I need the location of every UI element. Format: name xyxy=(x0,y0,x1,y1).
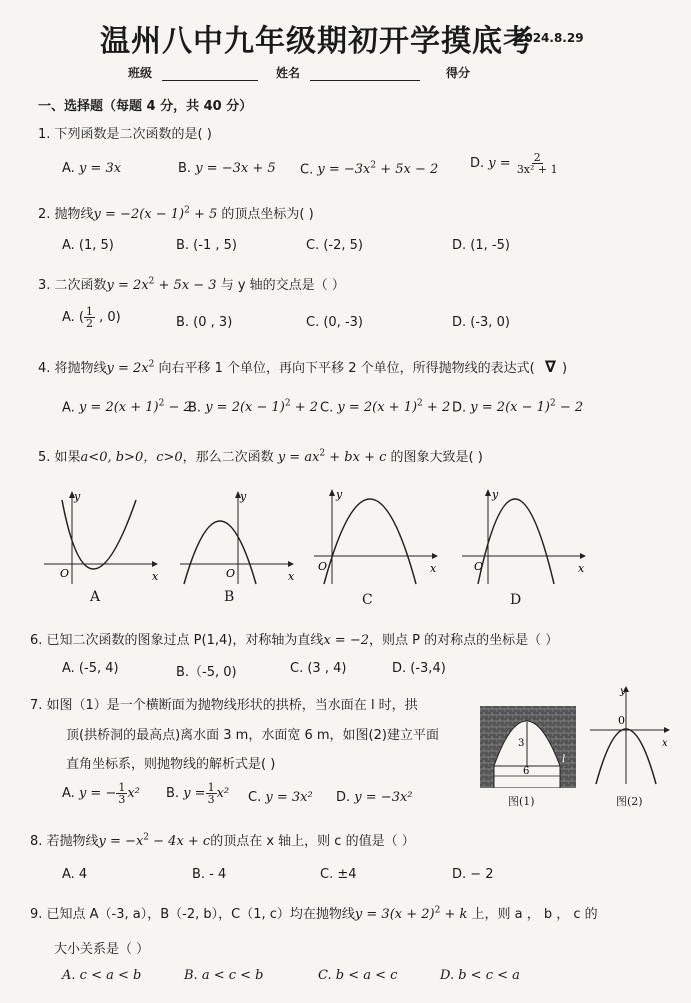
class-label: 班级 xyxy=(128,66,153,80)
q7-figure-1 xyxy=(480,706,576,788)
q8-option-d[interactable]: D. − 2 xyxy=(452,867,494,882)
q1-option-c[interactable]: C. $y = -3x^2 + 5x - 2$ xyxy=(300,161,439,178)
q5-graph-d-label: D xyxy=(510,592,522,608)
exam-title: 温州八中九年级期初开学摸底考 xyxy=(100,24,534,59)
svg-text:6: 6 xyxy=(523,766,530,777)
q5-graph-c-label: C xyxy=(362,592,373,608)
q6-option-d[interactable]: D. (-3,4) xyxy=(392,661,446,676)
q9-stem: 9. 已知点 A（-3, a），B（-2, b），C（1, c）均在抛物线$y = 3(x + 2)^2 + k$ 上，则 a ， b ， c 的 xyxy=(30,905,598,922)
svg-text:0: 0 xyxy=(618,714,625,727)
q7-figure-2 xyxy=(588,684,672,788)
name-blank[interactable] xyxy=(310,68,420,81)
parabola xyxy=(324,499,416,584)
q1-option-b[interactable]: B. y = −3x + 5 xyxy=(178,161,276,176)
q5-graph-d[interactable] xyxy=(458,484,588,588)
q4-option-b[interactable]: B. $y = 2(x - 1)^2 + 2$ xyxy=(188,399,319,416)
q5-graph-c[interactable] xyxy=(310,484,440,588)
q6-stem: 6. 已知二次函数的图象过点 P(1,4)，对称轴为直线x = −2，则点 P 的对称点的坐标是（ ） xyxy=(30,633,559,648)
q4-option-a[interactable]: A. $y = 2(x + 1)^2 - 2$ xyxy=(62,399,192,416)
parabola xyxy=(62,500,136,569)
svg-text:O: O xyxy=(474,560,484,573)
origin-label: O xyxy=(60,567,70,580)
q3-option-b[interactable]: B. (0 , 3) xyxy=(176,315,233,330)
q6-option-a[interactable]: A. (-5, 4) xyxy=(62,661,119,676)
q2-option-d[interactable]: D. (1, -5) xyxy=(452,238,510,253)
svg-text:l: l xyxy=(562,754,566,765)
svg-text:x: x xyxy=(662,738,668,749)
svg-text:3: 3 xyxy=(518,738,525,749)
q1-option-d[interactable]: D. y = $\frac{2}{\text{3x² + 1}}$ xyxy=(470,151,558,176)
name-field xyxy=(276,64,420,81)
q8-option-c[interactable]: C. ±4 xyxy=(320,867,357,882)
q4-option-d[interactable]: D. $y = 2(x - 1)^2 - 2$ xyxy=(452,399,584,416)
q2-stem: 2. 抛物线$y = -2(x - 1)^2 + 5$ 的顶点坐标为( ) xyxy=(38,205,314,222)
score-field xyxy=(446,64,470,81)
svg-text:x: x xyxy=(288,570,295,583)
q7-figure-2-label: 图(2) xyxy=(616,795,643,808)
q8-stem: 8. 若抛物线$y = -x^2 - 4x + c$的顶点在 x 轴上，则 c 的值是（ ） xyxy=(30,832,415,849)
parabola xyxy=(478,499,554,584)
q7-line1: 7. 如图（1）是一个横断面为抛物线形状的拱桥，当水面在 l 时，拱 xyxy=(30,698,418,713)
q7-option-a[interactable]: A. y = − $\frac{1}{3}$ x² xyxy=(62,781,140,806)
q7-line3: 直角坐标系，则抛物线的解析式是( ) xyxy=(66,757,276,772)
parabola xyxy=(184,521,256,584)
q3-option-c[interactable]: C. (0, -3) xyxy=(306,315,363,330)
q5-graph-b-label: B xyxy=(224,589,235,605)
q5-graph-a-label: A xyxy=(90,589,101,605)
q2-option-a[interactable]: A. (1, 5) xyxy=(62,238,114,253)
score-label: 得分 xyxy=(446,66,471,80)
svg-text:O: O xyxy=(226,567,236,580)
q3-stem: 3. 二次函数$y = 2x^2 + 5x - 3$ 与 y 轴的交点是（ ） xyxy=(38,276,345,293)
q9-option-a[interactable]: A. c < a < b xyxy=(62,968,142,983)
q7-figure-1-label: 图(1) xyxy=(508,795,535,808)
name-label: 姓名 xyxy=(276,66,301,80)
q6-option-b[interactable]: B.（-5, 0) xyxy=(176,665,237,680)
handwritten-mark: ∇ xyxy=(544,357,556,376)
q9-option-c[interactable]: C. b < a < c xyxy=(318,968,398,983)
q7-option-b[interactable]: B. y = $\frac{1}{3}$ x² xyxy=(166,781,230,806)
q2-option-c[interactable]: C. (-2, 5) xyxy=(306,238,363,253)
svg-text:y: y xyxy=(240,490,247,503)
q1-option-a[interactable]: A. y = 3x xyxy=(62,161,122,176)
svg-text:O: O xyxy=(318,560,328,573)
q3-option-a[interactable]: A. ( $\frac{1}{2}$ , 0) xyxy=(62,305,121,330)
exam-date: 2024.8.29 xyxy=(516,31,584,45)
svg-text:x: x xyxy=(430,562,437,575)
q7-option-c[interactable]: C. y = 3x² xyxy=(248,790,313,805)
class-field xyxy=(128,64,258,81)
q6-option-c[interactable]: C. (3 , 4) xyxy=(290,661,347,676)
x-label: x xyxy=(152,570,159,583)
y-label: y xyxy=(74,490,81,503)
svg-text:y: y xyxy=(336,488,343,501)
q8-option-a[interactable]: A. 4 xyxy=(62,867,88,882)
q5-stem: 5. 如果a<0, b>0，c>0，那么二次函数 $y = ax^2$ + bx + c 的图象大致是( ) xyxy=(38,448,483,465)
svg-text:x: x xyxy=(578,562,585,575)
svg-text:y: y xyxy=(492,488,499,501)
q9-line2: 大小关系是（ ） xyxy=(54,942,150,957)
q2-option-b[interactable]: B. (-1 , 5) xyxy=(176,238,237,253)
class-blank[interactable] xyxy=(162,68,258,81)
section-title: 一、选择题（每题 4 分，共 40 分） xyxy=(38,99,253,114)
q8-option-b[interactable]: B. - 4 xyxy=(192,867,227,882)
svg-text:y: y xyxy=(620,686,626,697)
q7-option-d[interactable]: D. y = −3x² xyxy=(336,790,413,805)
q5-graph-b[interactable] xyxy=(176,488,296,588)
q9-option-d[interactable]: D. b < c < a xyxy=(440,968,520,983)
q5-graph-a[interactable] xyxy=(40,488,160,588)
q3-option-d[interactable]: D. (-3, 0) xyxy=(452,315,510,330)
q7-line2: 顶(拱桥洞的最高点)离水面 3 m，水面宽 6 m，如图(2)建立平面 xyxy=(66,728,439,743)
q4-option-c[interactable]: C. $y = 2(x + 1)^2 + 2$ xyxy=(320,399,451,416)
q1-stem: 1. 下列函数是二次函数的是( ) xyxy=(38,127,212,142)
q4-stem: 4. 将抛物线$y = 2x^2$ 向右平移 1 个单位，再向下平移 2 个单位，所得抛物线的表达式( ∇ ) xyxy=(38,357,568,376)
q9-option-b[interactable]: B. a < c < b xyxy=(184,968,264,983)
